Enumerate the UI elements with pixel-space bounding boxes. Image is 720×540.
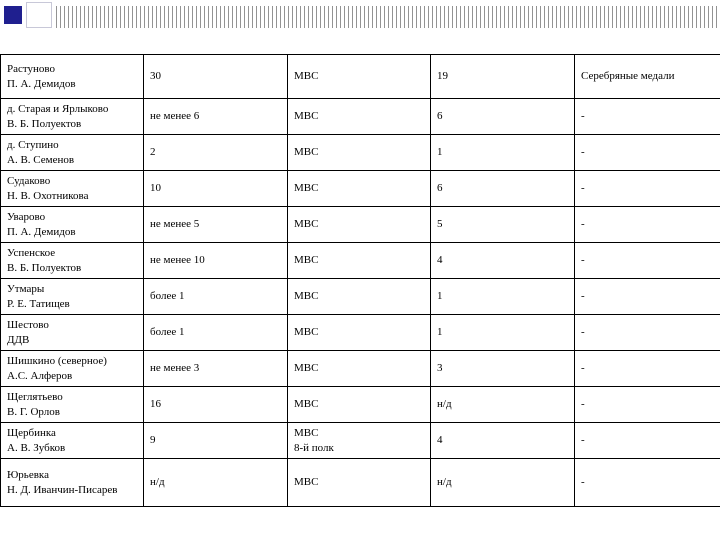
count-cell: [144, 171, 288, 207]
award-cell: [575, 55, 720, 99]
award-cell: [575, 171, 720, 207]
count-value: 10: [150, 182, 161, 194]
number-cell: [431, 315, 575, 351]
place-name: Судаково: [7, 174, 51, 187]
place-name: Щербинка: [7, 426, 56, 439]
number-cell: [431, 207, 575, 243]
table-row: [1, 171, 720, 207]
unit-cell: [288, 351, 431, 387]
table-row: [1, 351, 720, 387]
award-value: -: [581, 362, 585, 374]
count-value: не менее 10: [150, 254, 205, 266]
person-name: А. В. Семенов: [7, 153, 75, 166]
place-cell: [1, 315, 144, 351]
number-cell: [431, 387, 575, 423]
striped-band-ornament: [56, 6, 720, 28]
place-name: Растуново: [7, 62, 56, 75]
place-name: Щеглятьево: [7, 390, 63, 403]
number-value: 1: [437, 146, 443, 158]
count-cell: [144, 387, 288, 423]
number-value: н/д: [437, 476, 452, 488]
unit-label: МВС: [294, 290, 319, 302]
unit-cell: [288, 459, 431, 507]
place-name: Утмары: [7, 282, 45, 295]
number-cell: [431, 243, 575, 279]
unit-cell: [288, 243, 431, 279]
award-value: -: [581, 182, 585, 194]
place-cell: [1, 243, 144, 279]
unit-cell: [288, 171, 431, 207]
data-table: [0, 54, 720, 507]
person-name: В. Б. Полуектов: [7, 117, 82, 130]
place-name: Успенское: [7, 246, 56, 259]
place-cell: [1, 55, 144, 99]
unit-label: МВС: [294, 362, 319, 374]
number-value: 3: [437, 362, 443, 374]
unit-cell: [288, 135, 431, 171]
unit-label: МВС: [294, 476, 319, 488]
place-name: Шишкино (северное): [7, 354, 107, 367]
person-name: В. Б. Полуектов: [7, 261, 82, 274]
count-value: более 1: [150, 326, 185, 338]
table-row: [1, 55, 720, 99]
place-cell: [1, 387, 144, 423]
unit-label: МВС: [294, 218, 319, 230]
unit-label: МВС: [294, 398, 319, 410]
number-value: 5: [437, 218, 443, 230]
dark-square-ornament: [4, 6, 22, 24]
award-value: -: [581, 434, 585, 446]
place-cell: [1, 99, 144, 135]
award-value: -: [581, 254, 585, 266]
unit-cell: [288, 387, 431, 423]
number-value: 6: [437, 110, 443, 122]
award-cell: [575, 351, 720, 387]
table-row: [1, 207, 720, 243]
light-square-ornament: [26, 2, 52, 28]
unit-cell: [288, 55, 431, 99]
table-row: [1, 243, 720, 279]
count-cell: [144, 135, 288, 171]
place-cell: [1, 279, 144, 315]
place-name: Юрьевка: [7, 468, 49, 481]
award-cell: [575, 459, 720, 507]
award-cell: [575, 279, 720, 315]
award-cell: [575, 243, 720, 279]
award-value: -: [581, 146, 585, 158]
count-cell: [144, 99, 288, 135]
number-cell: [431, 135, 575, 171]
award-value: -: [581, 110, 585, 122]
table-row: [1, 459, 720, 507]
table-row: [1, 135, 720, 171]
unit-sublabel: 8-й полк: [294, 441, 334, 454]
count-value: 16: [150, 398, 161, 410]
person-name: ДДВ: [7, 333, 30, 346]
count-value: н/д: [150, 476, 165, 488]
person-name: А.С. Алферов: [7, 369, 73, 382]
number-cell: [431, 171, 575, 207]
count-value: не менее 3: [150, 362, 200, 374]
count-cell: [144, 279, 288, 315]
number-value: н/д: [437, 398, 452, 410]
award-cell: [575, 207, 720, 243]
place-cell: [1, 135, 144, 171]
number-value: 1: [437, 326, 443, 338]
count-cell: [144, 207, 288, 243]
count-value: 2: [150, 146, 156, 158]
place-cell: [1, 351, 144, 387]
person-name: Н. Д. Иванчин-Писарев: [7, 483, 118, 496]
award-cell: [575, 387, 720, 423]
award-value: -: [581, 398, 585, 410]
number-value: 4: [437, 434, 443, 446]
unit-cell: [288, 315, 431, 351]
count-value: более 1: [150, 290, 185, 302]
person-name: Н. В. Охотникова: [7, 189, 89, 202]
award-value: -: [581, 326, 585, 338]
slide-decoration: [0, 0, 720, 36]
table-row: [1, 99, 720, 135]
unit-label: МВС: [294, 254, 319, 266]
table-row: [1, 387, 720, 423]
number-value: 19: [437, 70, 448, 82]
award-value: -: [581, 290, 585, 302]
unit-cell: [288, 99, 431, 135]
person-name: Р. Е. Татищев: [7, 297, 70, 310]
unit-cell: [288, 207, 431, 243]
person-name: В. Г. Орлов: [7, 405, 60, 418]
award-cell: [575, 99, 720, 135]
number-value: 4: [437, 254, 443, 266]
count-cell: [144, 423, 288, 459]
place-cell: [1, 207, 144, 243]
unit-cell: [288, 423, 431, 459]
number-cell: [431, 99, 575, 135]
unit-cell: [288, 279, 431, 315]
place-name: д. Ступино: [7, 138, 59, 151]
place-cell: [1, 171, 144, 207]
award-value: -: [581, 476, 585, 488]
place-cell: [1, 423, 144, 459]
count-cell: [144, 55, 288, 99]
count-cell: [144, 243, 288, 279]
number-value: 6: [437, 182, 443, 194]
count-value: не менее 5: [150, 218, 200, 230]
table-body: [1, 55, 720, 507]
count-value: 9: [150, 434, 156, 446]
count-value: 30: [150, 70, 161, 82]
table-row: [1, 279, 720, 315]
unit-label: МВС: [294, 182, 319, 194]
count-cell: [144, 351, 288, 387]
person-name: П. А. Демидов: [7, 225, 76, 238]
count-cell: [144, 315, 288, 351]
person-name: А. В. Зубков: [7, 441, 66, 454]
place-cell: [1, 459, 144, 507]
award-cell: [575, 135, 720, 171]
award-value: -: [581, 218, 585, 230]
unit-label: МВС: [294, 426, 319, 439]
unit-label: МВС: [294, 110, 319, 122]
award-cell: [575, 315, 720, 351]
place-name: Шестово: [7, 318, 49, 331]
award-value: Серебряные медали: [581, 70, 675, 82]
person-name: П. А. Демидов: [7, 77, 76, 90]
number-value: 1: [437, 290, 443, 302]
award-cell: [575, 423, 720, 459]
unit-label: МВС: [294, 70, 319, 82]
count-value: не менее 6: [150, 110, 200, 122]
number-cell: [431, 279, 575, 315]
number-cell: [431, 55, 575, 99]
table-row: [1, 315, 720, 351]
place-name: Уварово: [7, 210, 46, 223]
number-cell: [431, 423, 575, 459]
number-cell: [431, 351, 575, 387]
number-cell: [431, 459, 575, 507]
table-row: [1, 423, 720, 459]
unit-label: МВС: [294, 146, 319, 158]
unit-label: МВС: [294, 326, 319, 338]
place-name: д. Старая и Ярлыково: [7, 102, 109, 115]
count-cell: [144, 459, 288, 507]
